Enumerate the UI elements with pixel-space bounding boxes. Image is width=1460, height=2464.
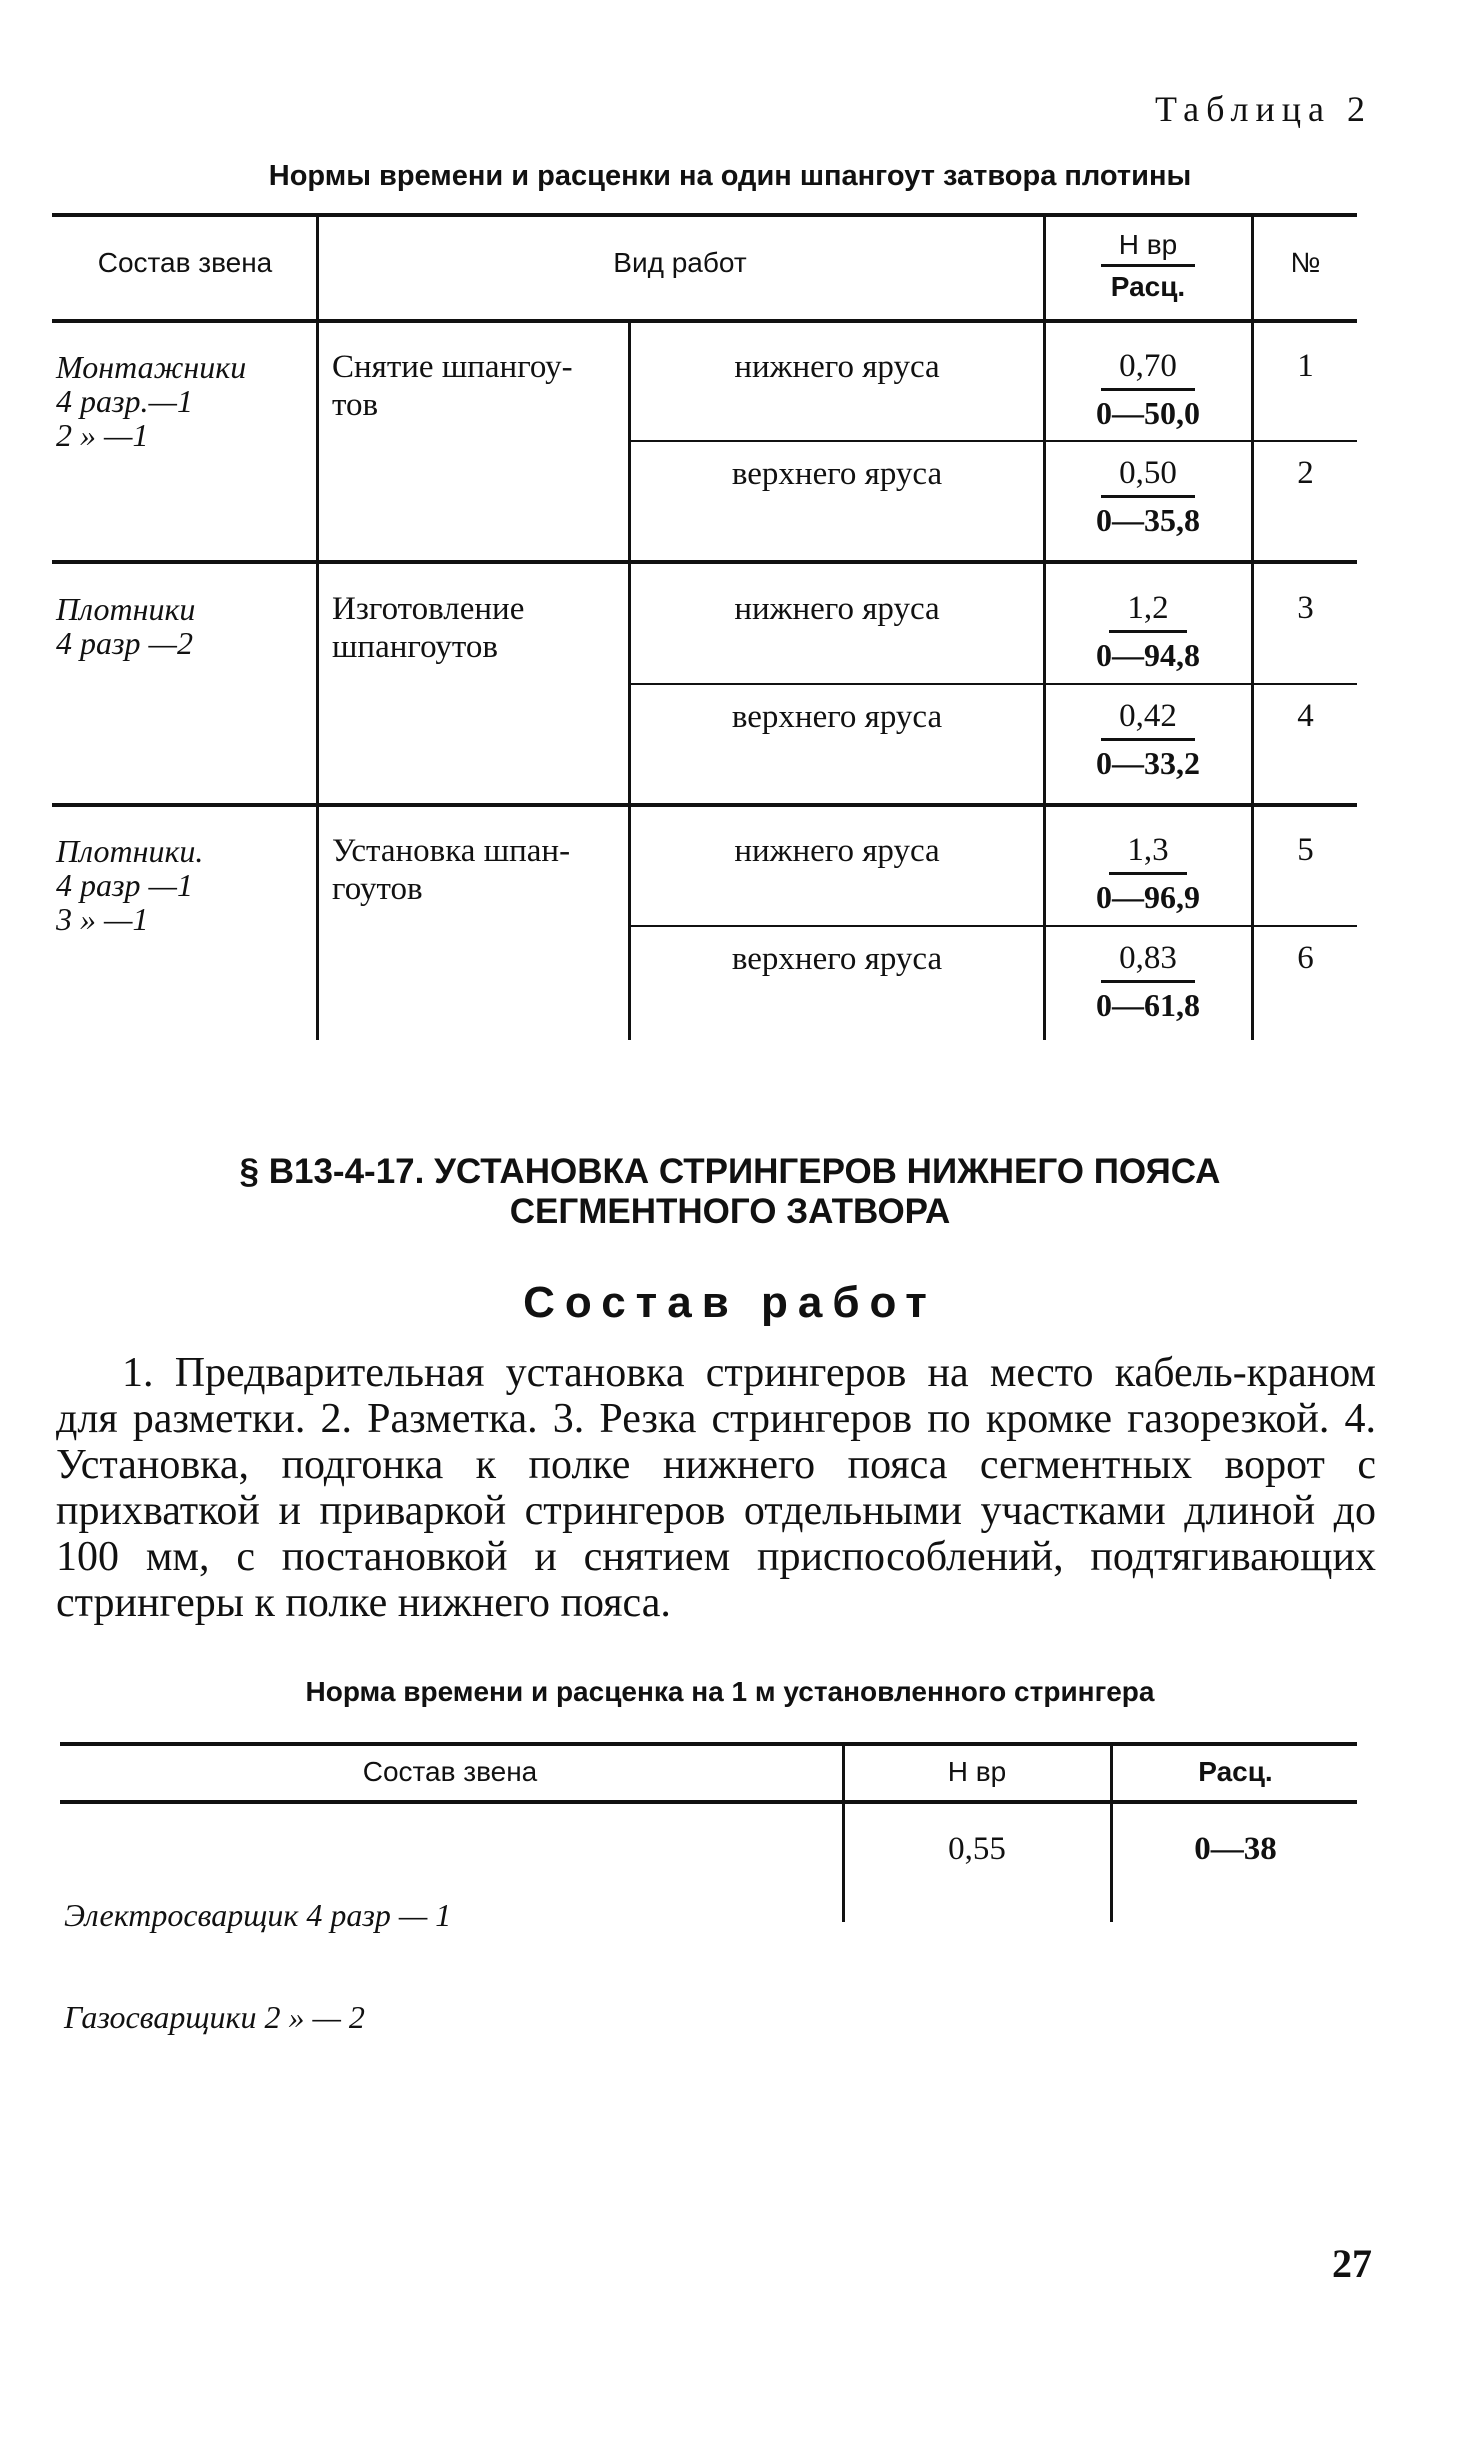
tier-cell: нижнего яруса [734,349,940,385]
table2-header-rate: Расц. [1198,1756,1273,1787]
work-cell [332,590,524,666]
work-description: 1. Предварительная установка стрингеров на место кабель-краном для разметки. 2. Разметка. 3. Резка стрингеров по кромке газорезкой. 4. Установка, подгонка к полке нижнего пояса сегментных ворот с прихваткой и приваркой стрингеров отдельными участками длиной до 100 мм, с постановкой и снятием приспособлений, подтягивающих стрингеры к полке нижнего пояса. [56,1350,1376,1626]
col-rule [628,319,631,1040]
norm-rate-cell [1046,453,1250,542]
col-rule [842,1742,845,1922]
table2-header-norm: Н вр [947,1756,1007,1787]
header-norm [1046,228,1250,307]
row-number: 2 [1297,455,1314,491]
tier-cell: нижнего яруса [734,833,940,869]
row-divider [630,683,1357,685]
table2-norm-value: 0,55 [948,1831,1006,1867]
norm-value: 1,2 [1109,588,1186,633]
norm-value: 1,3 [1109,830,1186,875]
row-divider [630,440,1357,442]
row-number: 4 [1297,698,1314,734]
crew-line: 2 » —1 [56,417,149,453]
group-divider [52,803,1357,807]
norm-rate-cell [1046,346,1250,435]
crew-cell [56,592,195,660]
subheading: Состав работ [523,1278,937,1327]
rate-value: 0—61,8 [1096,987,1200,1023]
crew-line: Плотники. [56,833,204,869]
norm-rate-cell [1046,588,1250,677]
rate-value: 0—35,8 [1096,502,1200,538]
work-line: Снятие шпангоу- [332,349,573,385]
work-line: шпангоутов [332,629,498,665]
norm-value: 0,70 [1101,346,1195,391]
table2-top-rule [60,1742,1357,1746]
section-title-line: СЕГМЕНТНОГО ЗАТВОРА [509,1192,951,1231]
row-number: 3 [1297,590,1314,626]
work-line: Установка шпан- [332,833,571,869]
rate-value: 0—33,2 [1096,745,1200,781]
crew-line: 4 разр —2 [56,625,193,661]
table1-top-rule [52,213,1357,217]
crew-line: Газосварщики 2 » — 2 [64,1999,365,2035]
rate-value: 0—50,0 [1096,395,1200,431]
work-line: Изготовление [332,591,525,627]
table2-header-crew: Состав звена [362,1756,538,1787]
work-cell [332,832,570,908]
table-label: Таблица 2 [1155,89,1372,129]
work-line: тов [332,387,379,423]
table2-header-rule [60,1800,1357,1804]
tier-cell: верхнего яруса [731,699,943,735]
norm-value: 0,83 [1101,938,1195,983]
tier-cell: верхнего яруса [731,456,943,492]
col-rule [1110,1742,1113,1922]
header-norm-bottom: Расц. [1110,271,1186,302]
crew-line: Плотники [56,591,196,627]
table2-crew-cell [64,1830,451,2102]
norm-rate-cell [1046,938,1250,1027]
norm-value: 0,42 [1101,696,1195,741]
row-number: 6 [1297,940,1314,976]
norm-rate-cell [1046,696,1250,785]
page-number: 27 [1332,2241,1372,2286]
rate-value: 0—94,8 [1096,637,1200,673]
col-rule [316,213,319,1040]
norm-rate-cell [1046,830,1250,919]
crew-cell [56,350,246,452]
crew-line: Монтажники [56,349,247,385]
work-line: гоутов [332,871,423,907]
row-number: 5 [1297,832,1314,868]
row-number: 1 [1297,348,1314,384]
table1-caption: Нормы времени и расценки на один шпангоут затвора плотины [268,160,1192,192]
crew-line: 4 разр —1 [56,867,193,903]
table1-header-rule [52,319,1357,323]
tier-cell: верхнего яруса [731,941,943,977]
section-title-line: § В13-4-17. УСТАНОВКА СТРИНГЕРОВ НИЖНЕГО ПОЯСА [239,1152,1221,1191]
group-divider [52,560,1357,564]
crew-line: Электросварщик 4 разр — 1 [64,1897,452,1933]
table2-caption: Норма времени и расценка на 1 м установленного стрингера [305,1676,1155,1707]
header-crew: Состав звена [97,247,273,278]
work-cell [332,348,573,424]
tier-cell: нижнего яруса [734,591,940,627]
rate-value: 0—96,9 [1096,879,1200,915]
header-work: Вид работ [613,247,747,278]
header-num: № [1290,247,1321,278]
table2-rate-value: 0—38 [1194,1831,1277,1867]
crew-line: 3 » —1 [56,901,149,937]
row-divider [630,925,1357,927]
norm-value: 0,50 [1101,453,1195,498]
crew-cell [56,834,203,936]
crew-line: 4 разр.—1 [56,383,193,419]
header-norm-top: Н вр [1101,228,1195,267]
section-title [0,1152,1460,1232]
